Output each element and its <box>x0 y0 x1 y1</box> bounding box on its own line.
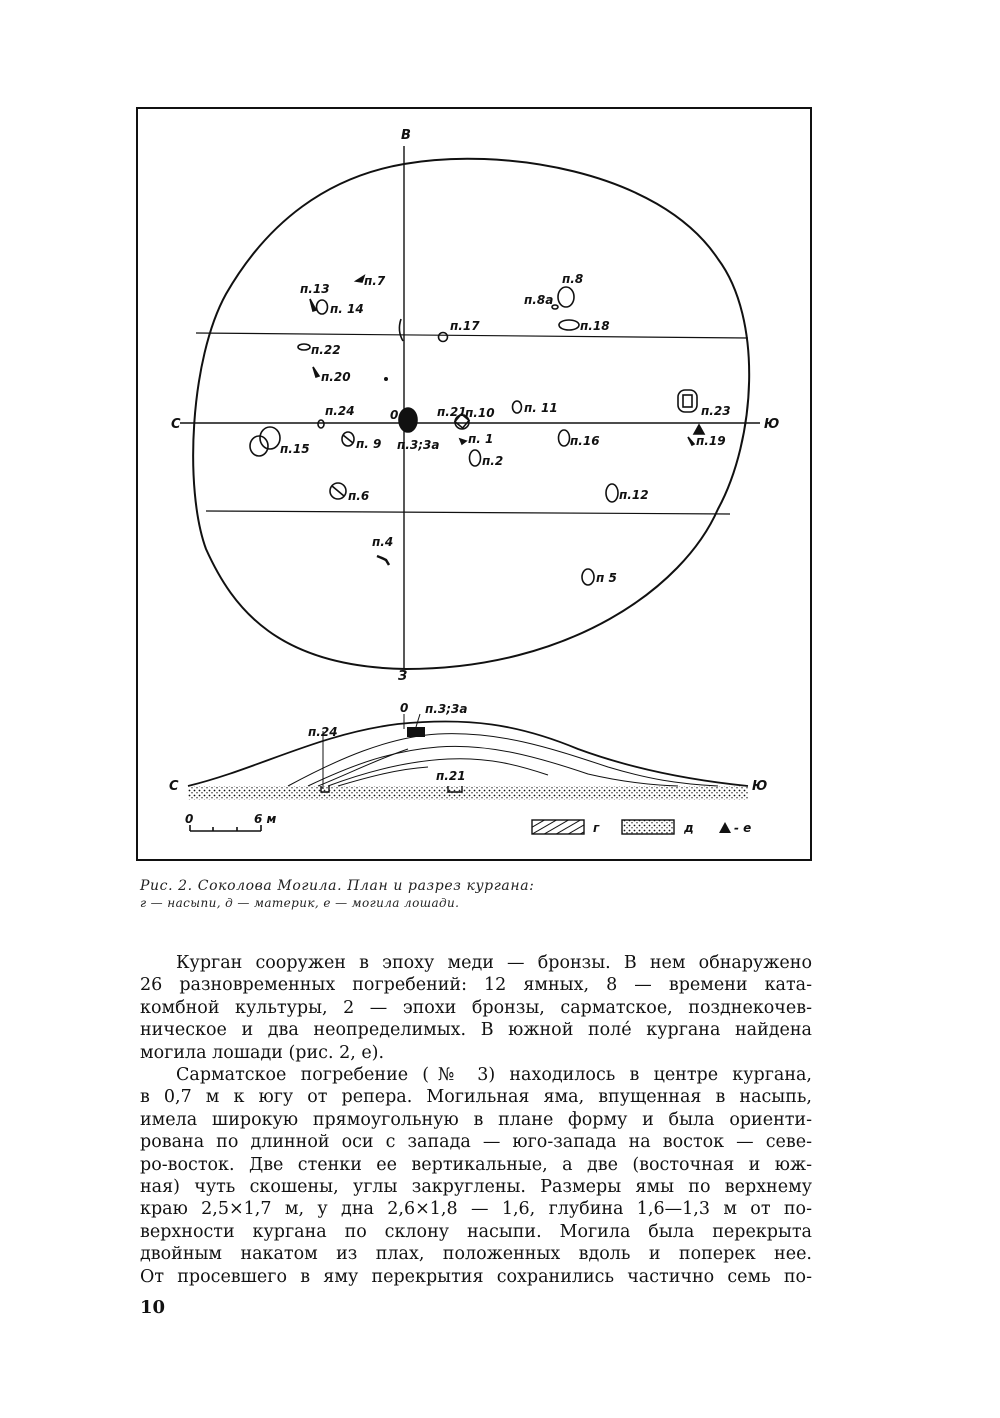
text-line: Курган сооружен в эпоху меди — бронзы. В нем обнаружено <box>176 953 812 973</box>
pit-p15b <box>260 427 280 449</box>
text-line: рована по длинной оси с запада — юго-запада на восток — севе- <box>140 1132 812 1153</box>
text-line: ническое и два неопределимых. В южной полé кургана найдена <box>140 1020 812 1041</box>
label-p19: п.19 <box>696 434 726 448</box>
label-p21: п.21 <box>437 405 467 419</box>
label-p5: п 5 <box>596 571 617 585</box>
pit-p4 <box>377 556 389 565</box>
text-line: могила лошади (рис. 2, е). <box>140 1042 385 1063</box>
text-line: двойным накатом из плах, положенных вдоль и поперек нее. <box>140 1244 812 1265</box>
text-line: имела широкую прямоугольную в плане форму и была ориенти- <box>140 1109 812 1130</box>
text-line: ро-восток. Две стенки ее вертикальные, а две (восточная и юж- <box>140 1154 812 1175</box>
scale-bar <box>190 825 261 831</box>
label-p2: п.2 <box>482 454 504 468</box>
pit-p19 <box>688 437 694 445</box>
legend-mound-swatch <box>532 820 584 834</box>
pit-p5 <box>582 569 594 585</box>
legend-e-label: - е <box>734 821 752 835</box>
grid-line-south <box>206 511 730 514</box>
caption-legend: г — насыпи, д — материк, е — могила лошади. <box>140 896 460 910</box>
pit-p8 <box>558 287 574 307</box>
page-number: 10 <box>140 1297 166 1318</box>
label-p11: п. 11 <box>524 401 558 415</box>
label-p20: п.20 <box>321 370 351 384</box>
label-p15: п.15 <box>280 442 310 456</box>
caption-title: Рис. 2. Соколова Могила. План и разрез кургана: <box>140 878 535 894</box>
legend-g-label: г <box>593 821 600 835</box>
label-p1: п. 1 <box>468 432 494 446</box>
label-p10: п.10 <box>465 406 495 420</box>
text-line: краю 2,5×1,7 м, у дна 2,6×1,8 — 1,6, глубина 1,6—1,3 м от по- <box>140 1199 812 1220</box>
pit-p14 <box>317 300 328 314</box>
grid-line-north <box>196 333 748 338</box>
label-p18: п.18 <box>580 319 610 333</box>
text-line: в 0,7 м к югу от репера. Могильная яма, впущенная в насыпь, <box>140 1087 812 1108</box>
label-p3: п.3;3а <box>397 438 440 452</box>
text-line: ная) чуть скошены, углы закруглены. Размеры ямы по верхнему <box>140 1177 812 1198</box>
label-p6: п.6 <box>348 489 370 503</box>
pit-p23-inner <box>683 395 692 407</box>
body-text <box>140 952 812 1288</box>
text-line: 26 разновременных погребений: 12 ямных, 8 — времени ката- <box>140 975 812 996</box>
pit-p15a <box>250 436 268 456</box>
label-p7: п.7 <box>364 274 386 288</box>
subsoil-layer <box>188 786 748 800</box>
kurgan-plan-and-section <box>138 109 814 863</box>
direction-east-label: Ю <box>764 417 780 432</box>
legend <box>532 820 731 834</box>
pit-p12 <box>606 484 618 502</box>
text-line: комбной культуры, 2 — эпохи бронзы, сарматское, позднекочев- <box>140 997 812 1018</box>
label-p16: п.16 <box>570 434 600 448</box>
horse-grave-marker <box>694 425 704 434</box>
label-p12: п.12 <box>619 488 649 502</box>
pit-p1 <box>460 439 466 444</box>
section-p3-label: п.3;3а <box>425 702 468 716</box>
direction-west-label: С <box>171 417 181 432</box>
pit-p11 <box>513 401 522 413</box>
section-left-label: С <box>169 779 179 794</box>
pit-p13 <box>310 299 316 311</box>
section-right-label: Ю <box>752 779 768 794</box>
pit-p3 <box>399 408 417 432</box>
benchmark-zero-label: 0 <box>390 408 399 422</box>
pit-p20-trace <box>399 319 403 341</box>
figure-frame <box>136 107 812 861</box>
pit-p16 <box>559 430 570 446</box>
pit-dot <box>385 378 387 380</box>
pit-p22 <box>298 344 310 350</box>
label-p8a: п.8а <box>524 293 554 307</box>
label-p13: п.13 <box>300 282 330 296</box>
label-p22: п.22 <box>311 343 341 357</box>
pit-p24 <box>318 420 324 428</box>
legend-horse-grave-marker <box>719 822 731 833</box>
section-p21-label: п.21 <box>436 769 466 783</box>
label-p17: п.17 <box>450 319 480 333</box>
label-p14: п. 14 <box>330 302 364 316</box>
pit-p18 <box>559 320 579 330</box>
label-p9: п. 9 <box>356 437 382 451</box>
label-p23: п.23 <box>701 404 731 418</box>
text-line: верхности кургана по склону насыпи. Могила была перекрыта <box>140 1221 812 1242</box>
legend-d-label: д <box>684 821 694 835</box>
label-p8: п.8 <box>562 272 584 286</box>
direction-south-label: З <box>398 669 408 684</box>
pit-p23-outer <box>678 390 697 412</box>
legend-subsoil-swatch <box>622 820 674 834</box>
section-p24-label: п.24 <box>308 725 338 739</box>
direction-north-label: В <box>401 128 411 143</box>
mound-section <box>188 714 748 800</box>
scale-end-label: 6 м <box>254 812 277 826</box>
scale-start-label: 0 <box>185 812 194 826</box>
pit-p7 <box>356 276 364 282</box>
pit-p17 <box>439 333 448 342</box>
text-line: Сарматское погребение (№ 3) находилось в центре кургана, <box>176 1065 812 1086</box>
figure-caption <box>140 878 800 910</box>
pit-p20 <box>313 367 319 377</box>
pit-p2 <box>470 450 481 466</box>
section-outer-profile <box>188 721 748 786</box>
label-p24: п.24 <box>325 404 355 418</box>
text-line: От просевшего в яму перекрытия сохранились частично семь по- <box>140 1266 812 1287</box>
section-pit-p3 <box>407 727 425 737</box>
section-zero-label: 0 <box>400 701 409 715</box>
label-p4: п.4 <box>372 535 394 549</box>
